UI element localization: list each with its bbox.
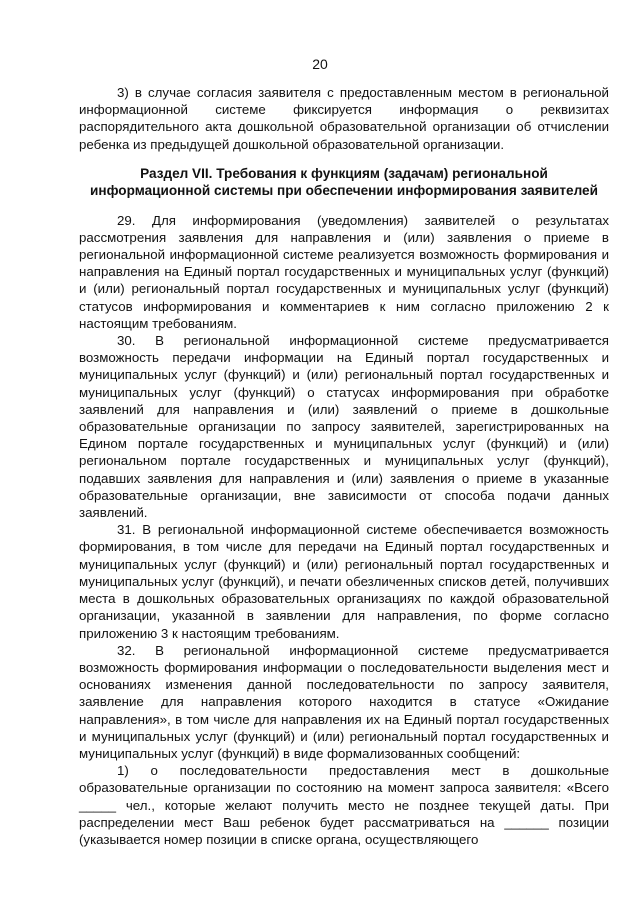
paragraph-32: 32. В региональной информационной системе предусматривается возможность формирования информации о последовательности выделения мест и основаниях изменения данной последовательности по запросу заявителя, заявление для направления которого находится в статусе «Ожидание направления», в том числе для направления их на Единый портал государственных и муниципальных услуг (функций) и (или) региональный портал государственных и муниципальных услуг (функций) в виде формализованных сообщений: — [79, 642, 609, 761]
section-title-line-2: информационной системы при обеспечении информирования заявителей — [90, 183, 598, 199]
paragraph-32-item-1: 1) о последовательности предоставления мест в дошкольные образовательные организации по состоянию на момент запроса заявителя: «Всего _____ чел., которые желают получить место не позднее текущей даты. При распределении мест Ваш ребенок будет рассматриваться на ______ позиции (указывается номер позиции в списке органа, осуществляющего — [79, 763, 609, 847]
intro-paragraph: 3) в случае согласия заявителя с предоставленным местом в региональной информационной системе фиксируется информация о реквизитах распорядительного акта дошкольной образовательной организации об отчислении ребенка из предыдущей дошкольной образовательной организации. — [79, 85, 609, 152]
paragraph-31: 31. В региональной информационной системе обеспечивается возможность формирования, в том числе для передачи на Единый портал государственных и муниципальных услуг (функций) и (или) региональный портал государственных и муниципальных услуг (функций), и печати обезличенных списков детей, получивших места в дошкольных образовательных организациях по каждой образовательной организации, указанной в заявлении для направления, по форме согласно приложению 3 к настоящим требованиям. — [79, 522, 609, 641]
paragraph-29: 29. Для информирования (уведомления) заявителей о результатах рассмотрения заявления для направления и (или) заявления о приеме в региональной информационной системе реализуется возможность формирования и направления на Единый портал государственных и муниципальных услуг (функций) и (или) региональный портал государственных и муниципальных услуг (функций) статусов информирования и комментариев к ним согласно приложению 2 к настоящим требованиям. — [79, 212, 609, 331]
section-title-line-1: Раздел VII. Требования к функциям (задачам) региональной — [140, 165, 548, 181]
paragraph-30: 30. В региональной информационной системе предусматривается возможность передачи информации на Единый портал государственных и муниципальных услуг (функций) и (или) региональный портал государственных и муниципальных услуг (функций) о статусах информирования при обработке заявлений для направления и (или) заявлений о приеме в дошкольные образовательные организации по запросу заявителей, зарегистрированных на Едином портале государственных и муниципальных услуг (функций) и (или) региональном портале государственных и муниципальных услуг (функций), подавших заявления для направления и (или) заявления о приеме в указанные образовательные организации, вне зависимости от способа подачи данных заявлений. — [79, 333, 609, 521]
document-body — [79, 84, 609, 848]
section-title — [79, 165, 609, 200]
page-number: 20 — [312, 56, 328, 72]
